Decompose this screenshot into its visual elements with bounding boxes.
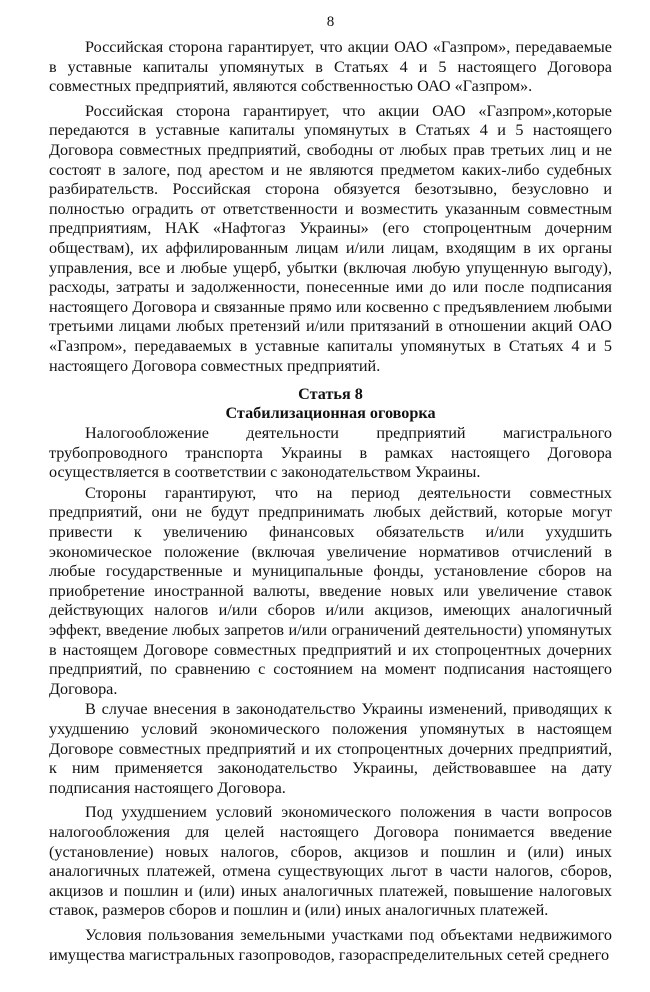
paragraph-guarantees: Стороны гарантируют, что на период деятельности совместных предприятий, они не будут предпринимать любых действий, которые могут привести к увеличению финансовых обязательств и/или ухудшить экономическое положение (включая увеличение нормативов отчислений в любые государственные и муниципальные фонды, установление сборов на приобретение иностранной валюты, введение новых или увеличение ставок действующих налогов и/или сборов и/или акцизов, имеющих аналогичный эффект, введение любых запретов и/или ограничений деятельности) упомянутых в настоящем Договоре совместных предприятий и их стопроцентных дочерних предприятий, по сравнению с состоянием на момент подписания настоящего Договора. <box>49 483 612 698</box>
paragraph-legislation-changes: В случае внесения в законодательство Украины изменений, приводящих к ухудшению условий экономического положения упомянутых в настоящем Договоре совместных предприятий и их стопроцентных дочерних предприятий, к ним применяется законодательство Украины, действовавшее на дату подписания настоящего Договора. <box>49 700 612 797</box>
paragraph-land-use: Условия пользования земельными участками под объектами недвижимого имущества магистральных газопроводов, газораспределительных сетей среднего <box>49 925 612 964</box>
paragraph-taxation: Налогообложение деятельности предприятий магистрального трубопроводного транспорта Украины в рамках настоящего Договора осуществляется в соответствии с законодательством Украины. <box>49 424 612 482</box>
article-title: Стабилизационная оговорка <box>225 404 436 423</box>
page-number: 8 <box>326 14 335 30</box>
article-heading: Статья 8 <box>298 385 363 404</box>
paragraph-shares-ownership: Российская сторона гарантирует, что акции ОАО «Газпром», передаваемые в уставные капиталы упомянутых в Статьях 4 и 5 настоящего Договора совместных предприятий, являются собственностью ОАО «Газпром». <box>49 38 612 96</box>
paragraph-shares-encumbrance: Российская сторона гарантирует, что акции ОАО «Газпром»,которые передаются в уставные капиталы упомянутых в Статьях 4 и 5 настоящего Договора совместных предприятий, свободны от любых прав третьих лиц и не состоят в залоге, под арестом и не являются предметом каких-либо судебных разбирательств. Российская сторона обязуется безотзывно, безусловно и полностью оградить от ответственности и возместить указанным совместным предприятиям, НАК «Нафтогаз Украины» (его стопроцентным дочерним обществам), их аффилированным лицам и/или лицам, входящим в их органы управления, все и любые ущерб, убытки (включая любую упущенную выгоду), расходы, затраты и задолженности, понесенные ими до или после подписания настоящего Договора и связанные прямо или косвенно с предъявлением любыми третьими лицами любых претензий и/или притязаний в отношении акций ОАО «Газпром», передаваемых в уставные капиталы упомянутых в Статьях 4 и 5 настоящего Договора совместных предприятий. <box>49 101 612 375</box>
paragraph-deterioration-definition: Под ухудшением условий экономического положения в части вопросов налогообложения для целей настоящего Договора понимается введение (установление) новых налогов, сборов, акцизов и пошлин и (или) иных аналогичных платежей, отмена существующих льгот в части налогов, сборов, акцизов и пошлин и (или) иных аналогичных платежей, повышение налоговых ставок, размеров сборов и пошлин и (или) иных аналогичных платежей. <box>49 803 612 920</box>
